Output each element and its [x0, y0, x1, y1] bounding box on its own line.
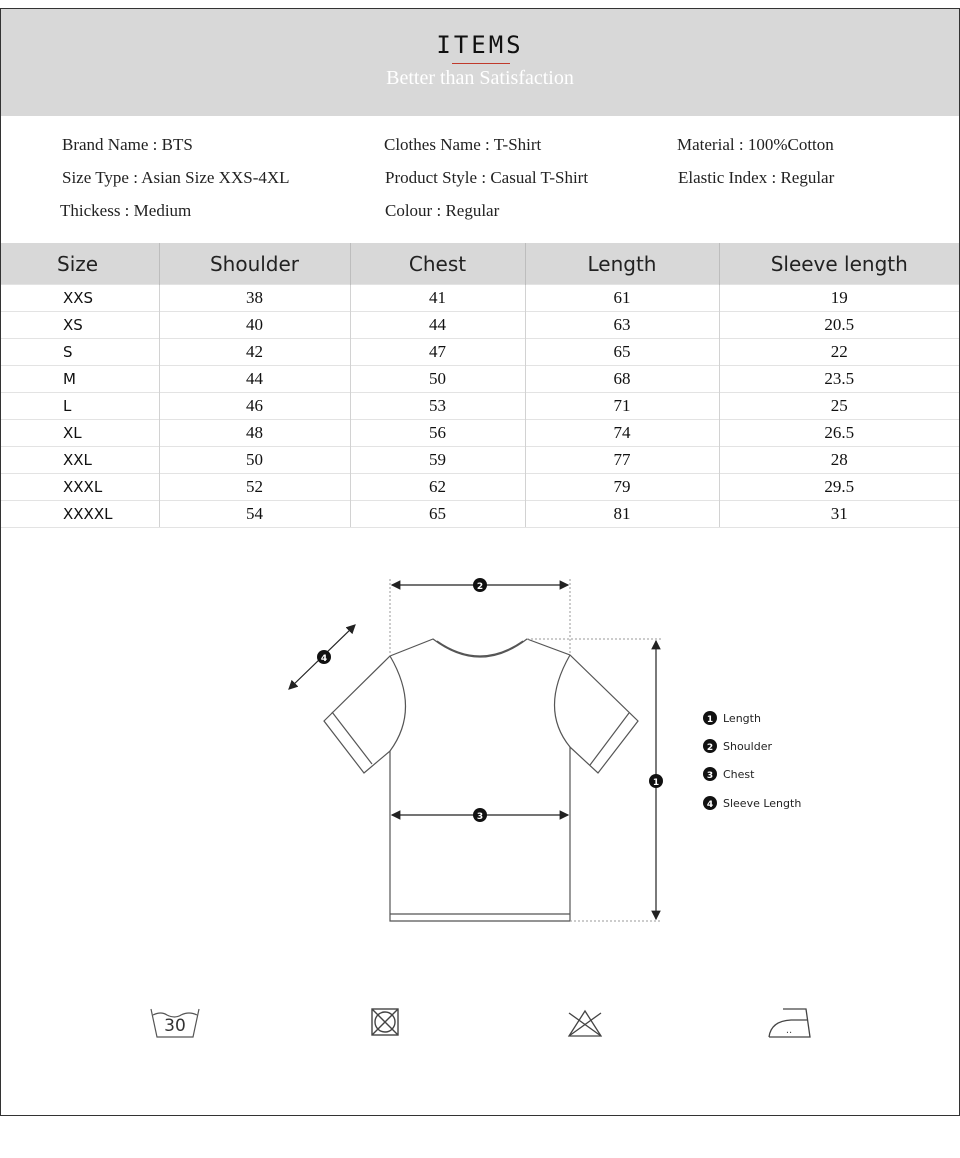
wash-30-icon — [151, 1009, 199, 1037]
cell-length: 71 — [525, 393, 719, 420]
cell-size: M — [1, 366, 159, 393]
cell-shoulder: 54 — [159, 501, 350, 528]
product-info-panel — [0, 8, 960, 1116]
cell-sleeve-length: 22 — [719, 339, 959, 366]
cell-size: XS — [1, 312, 159, 339]
sleeve-marker — [317, 650, 331, 664]
info-value: Casual T-Shirt — [490, 168, 589, 187]
column-header-chest: Chest — [350, 243, 525, 285]
cell-sleeve-length: 19 — [719, 285, 959, 312]
info-value: T-Shirt — [493, 135, 542, 154]
legend-item-shoulder — [703, 739, 772, 753]
legend-item-chest — [703, 767, 755, 781]
svg-text:Length: Length — [723, 712, 761, 725]
cell-length: 65 — [525, 339, 719, 366]
column-header-size: Size — [1, 243, 159, 285]
cell-sleeve-length: 23.5 — [719, 366, 959, 393]
do-not-bleach-icon — [569, 1011, 601, 1036]
column-header-shoulder: Shoulder — [159, 243, 350, 285]
do-not-tumble-dry-icon — [372, 1009, 398, 1035]
legend-item-sleeve-length — [703, 796, 801, 810]
length-marker — [649, 774, 663, 788]
svg-text:Sleeve Length: Sleeve Length — [723, 797, 802, 810]
cell-chest: 47 — [350, 339, 525, 366]
iron-low-icon — [769, 1009, 810, 1037]
cell-shoulder: 44 — [159, 366, 350, 393]
info-label: Product Style : — [385, 168, 487, 187]
cell-size: L — [1, 393, 159, 420]
cell-length: 81 — [525, 501, 719, 528]
svg-text:2: 2 — [476, 582, 484, 592]
page-title: ITEMS — [436, 31, 524, 59]
svg-text:4: 4 — [320, 654, 328, 664]
diagram-legend — [703, 711, 801, 810]
svg-text:3: 3 — [706, 771, 714, 781]
cell-length: 68 — [525, 366, 719, 393]
cell-chest: 50 — [350, 366, 525, 393]
svg-text:Shoulder: Shoulder — [723, 740, 772, 753]
cell-chest: 65 — [350, 501, 525, 528]
cell-sleeve-length: 31 — [719, 501, 959, 528]
cell-length: 77 — [525, 447, 719, 474]
svg-text:3: 3 — [476, 812, 484, 822]
cell-chest: 41 — [350, 285, 525, 312]
cell-length: 63 — [525, 312, 719, 339]
cell-sleeve-length: 29.5 — [719, 474, 959, 501]
info-value: Medium — [133, 201, 192, 220]
cell-length: 79 — [525, 474, 719, 501]
guide-lines — [390, 579, 661, 921]
cell-chest: 56 — [350, 420, 525, 447]
cell-size: XXS — [1, 285, 159, 312]
cell-chest: 44 — [350, 312, 525, 339]
cell-shoulder: 50 — [159, 447, 350, 474]
page-subtitle: Better than Satisfaction — [386, 67, 574, 89]
cell-sleeve-length: 20.5 — [719, 312, 959, 339]
cell-size: XXL — [1, 447, 159, 474]
cell-sleeve-length: 28 — [719, 447, 959, 474]
chest-marker — [473, 808, 487, 822]
info-label: Colour : — [385, 201, 442, 220]
cell-size: S — [1, 339, 159, 366]
cell-length: 61 — [525, 285, 719, 312]
svg-text:1: 1 — [652, 778, 660, 788]
info-value: BTS — [161, 135, 193, 154]
info-label: Thickess : — [60, 201, 130, 220]
info-value: 100%Cotton — [747, 135, 834, 154]
svg-text:..: .. — [785, 1025, 793, 1036]
info-value: Regular — [780, 168, 835, 187]
cell-shoulder: 48 — [159, 420, 350, 447]
cell-size: XL — [1, 420, 159, 447]
svg-text:30: 30 — [164, 1016, 186, 1036]
tshirt-outline — [324, 639, 638, 921]
info-label: Material : — [677, 135, 744, 154]
cell-shoulder: 52 — [159, 474, 350, 501]
cell-size: XXXL — [1, 474, 159, 501]
svg-text:2: 2 — [706, 743, 714, 753]
cell-sleeve-length: 25 — [719, 393, 959, 420]
cell-chest: 53 — [350, 393, 525, 420]
info-label: Clothes Name : — [384, 135, 490, 154]
info-label: Size Type : — [62, 168, 138, 187]
measure-arrows — [289, 585, 656, 919]
column-header-sleeve-length: Sleeve length — [719, 243, 959, 285]
info-value: Asian Size XXS-4XL — [141, 168, 290, 187]
cell-chest: 59 — [350, 447, 525, 474]
info-label: Elastic Index : — [678, 168, 777, 187]
shoulder-marker — [473, 578, 487, 592]
column-header-length: Length — [525, 243, 719, 285]
svg-text:1: 1 — [706, 715, 714, 725]
cell-shoulder: 42 — [159, 339, 350, 366]
svg-text:4: 4 — [706, 800, 714, 810]
tshirt-measurement-diagram — [1, 9, 959, 1115]
cell-shoulder: 38 — [159, 285, 350, 312]
svg-text:Chest: Chest — [723, 768, 755, 781]
legend-item-length — [703, 711, 761, 725]
cell-shoulder: 40 — [159, 312, 350, 339]
cell-shoulder: 46 — [159, 393, 350, 420]
info-label: Brand Name : — [62, 135, 158, 154]
cell-sleeve-length: 26.5 — [719, 420, 959, 447]
info-value: Regular — [445, 201, 500, 220]
cell-chest: 62 — [350, 474, 525, 501]
cell-size: XXXXL — [1, 501, 159, 528]
cell-length: 74 — [525, 420, 719, 447]
